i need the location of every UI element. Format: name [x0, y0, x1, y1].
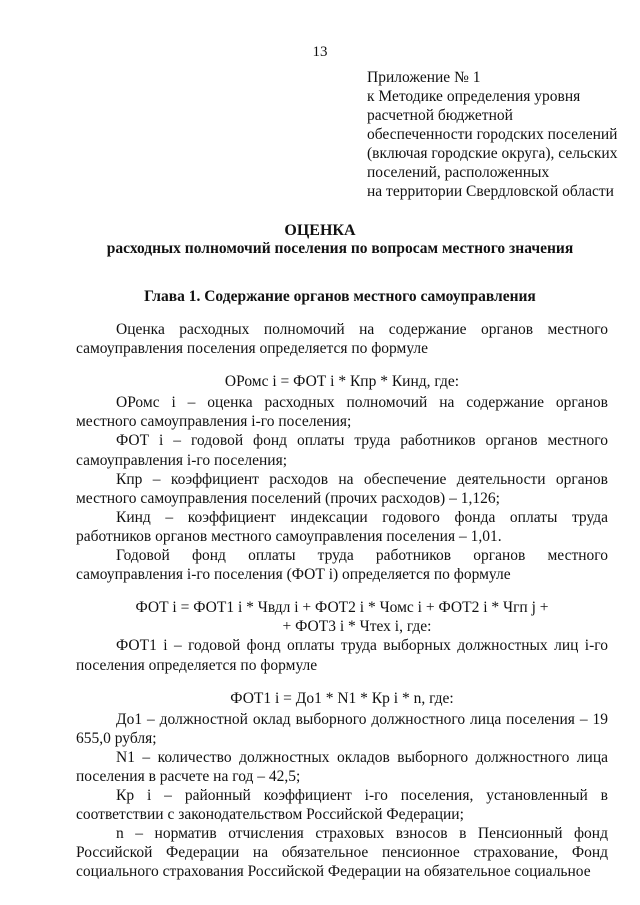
appendix-line: поселений, расположенных — [367, 164, 550, 181]
paragraph: ОРомс i – оценка расходных полномочий на содержание органов местного самоуправления i-го поселения; — [76, 394, 608, 431]
paragraph: Годовой фонд оплаты труда работников органов местного самоуправления i-го поселения (ФОТ i) определяется по формуле — [76, 547, 608, 584]
chapter-heading: Глава 1. Содержание органов местного самоуправления — [144, 288, 536, 305]
formula: ФОТ1 i = До1 * N1 * Кр i * n, где: — [230, 689, 454, 707]
appendix-line: на территории Свердловской области — [367, 183, 614, 200]
paragraph: ФОТ1 i – годовой фонд оплаты труда выборных должностных лиц i-го поселения определяется по формуле — [76, 637, 608, 674]
paragraph: Кинд – коэффициент индексации годового фонда оплаты труда работников органов местного самоуправления поселения – 1,01. — [76, 508, 608, 545]
document-title: ОЦЕНКА — [284, 222, 356, 239]
page-number: 13 — [312, 44, 328, 60]
appendix-line: Приложение № 1 — [367, 69, 481, 86]
formula: ФОТ i = ФОТ1 i * Чвдл i + ФОТ2 i * Чомс i + ФОТ2 i * Чгп j + — [135, 599, 549, 617]
document-body — [76, 320, 608, 882]
paragraph: Оценка расходных полномочий на содержание органов местного самоуправления поселения определяется по формуле — [76, 321, 608, 358]
appendix-line: расчетной бюджетной — [367, 107, 513, 124]
appendix-line: (включая городские округа), сельских — [367, 145, 618, 162]
appendix-block — [367, 68, 627, 201]
document-subtitle: расходных полномочий поселения по вопросам местного значения — [106, 240, 574, 257]
appendix-line: к Методике определения уровня — [367, 88, 581, 105]
paragraph: n – норматив отчисления страховых взносов в Пенсионный фонд Российской Федерации на обязательное пенсионное страхование, Фонд социального страхования Российской Федерации на обязательное социальное — [76, 825, 608, 881]
paragraph: До1 – должностной оклад выборного должностного лица поселения – 19 655,0 рубля; — [76, 710, 608, 747]
paragraph: ФОТ i – годовой фонд оплаты труда работников органов местного самоуправления i-го поселения; — [76, 432, 608, 469]
paragraph: Кр i – районный коэффициент i-го поселения, установленный в соответствии с законодательством Российской Федерации; — [76, 787, 608, 824]
formula-continuation: + ФОТ3 i * Чтех i, где: — [282, 618, 432, 636]
appendix-line: обеспеченности городских поселений — [367, 126, 618, 143]
paragraph: Кпр – коэффициент расходов на обеспечение деятельности органов местного самоуправления поселений (прочих расходов) – 1,126; — [76, 470, 608, 507]
paragraph: N1 – количество должностных окладов выборного должностного лица поселения в расчете на год – 42,5; — [76, 748, 608, 785]
formula: ОРомс i = ФОТ i * Кпр * Кинд, где: — [224, 373, 460, 391]
